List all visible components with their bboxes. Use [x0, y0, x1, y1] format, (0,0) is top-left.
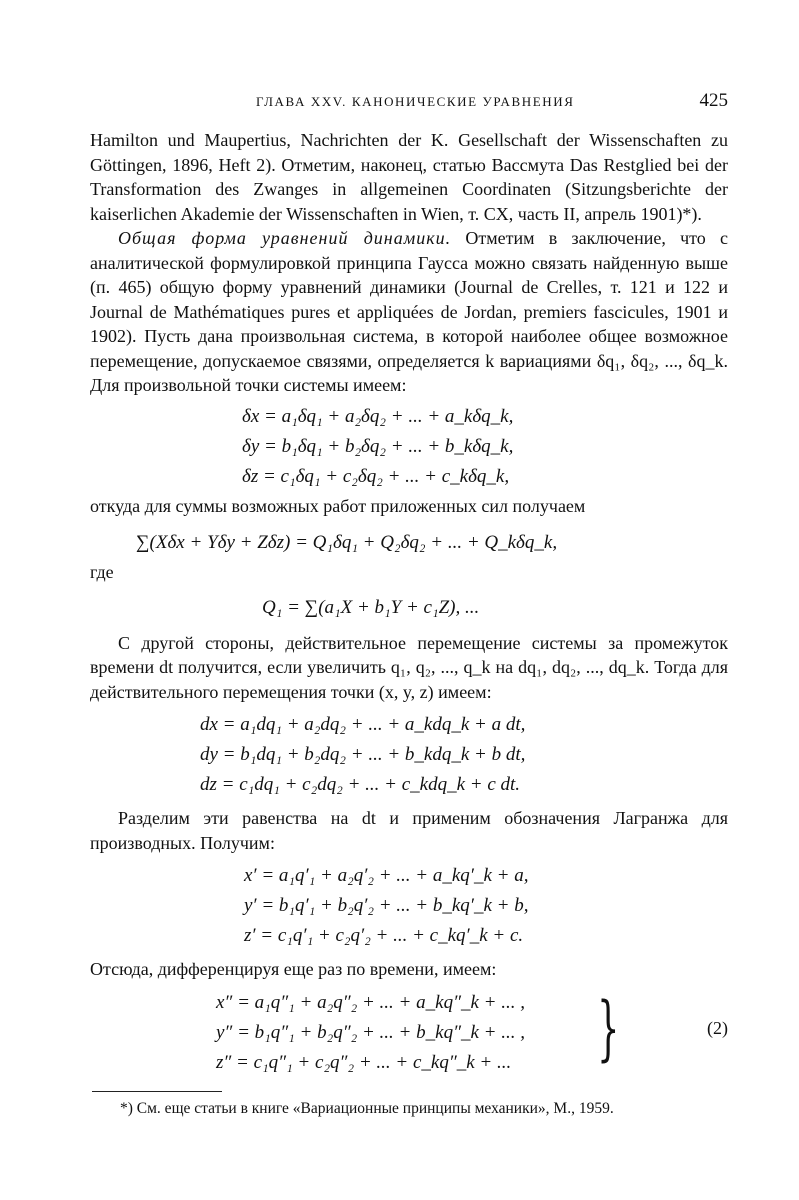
equation-y-double-prime: y″ = b₁q″₁ + b₂q″₂ + ... + b_kq″_k + ... ,	[216, 1021, 525, 1043]
paragraph-references: Hamilton und Maupertius, Nachrichten der K. Gesellschaft der Wissenschaften zu Göttingen, 1896, Heft 2). Отметим, наконец, статью Вассмута Das Restglied bei der Transformation des Zwanges in allgemeinen Coordinaten (Sitzungsberichte der kaiserlichen Akademie der Wissenschaften in Wien, т. CX, часть II, апрель 1901)*).	[90, 130, 728, 224]
section-heading: Общая форма уравнений динамики.	[118, 228, 452, 248]
paragraph-actual-displacement: С другой стороны, действительное перемещение системы за промежуток времени dt получится, если увеличить q₁, q₂, ..., q_k на dq₁, dq₂, ..., dq_k. Тогда для действительного перемещения точки (x, y, z) имеем:	[90, 632, 728, 702]
equation-y-prime: y′ = b₁q′₁ + b₂q′₂ + ... + b_kq′_k + b,	[244, 895, 529, 916]
equation-z-double-prime: z″ = c₁q″₁ + c₂q″₂ + ... + c_kq″_k + ...	[216, 1051, 512, 1073]
page-number: 425	[699, 90, 728, 111]
equation-virtual-work: ∑(Xδx + Yδy + Zδz) = Q₁δq₁ + Q₂δq₂ + ... + Q_kδq_k,	[136, 532, 558, 553]
acceleration-equations	[216, 988, 525, 1078]
displacement-equations	[90, 710, 728, 800]
equation-number: (2)	[707, 1017, 728, 1038]
equation-dz: dz = c₁dq₁ + c₂dq₂ + ... + c_kdq_k + c dt.	[200, 774, 521, 795]
page-body	[90, 128, 728, 1078]
equation-delta-x: δx = a₁δq₁ + a₂δq₂ + ... + a_kδq_k,	[242, 405, 514, 427]
paragraph-differentiate: Отсюда, дифференцируя еще раз по времени, имеем:	[90, 959, 497, 979]
paragraph-lagrange-notation: Разделим эти равенства на dt и применим обозначения Лагранжа для производных. Получим:	[90, 808, 728, 853]
equation-x-prime: x′ = a₁q′₁ + a₂q′₂ + ... + a_kq′_k + a,	[244, 865, 529, 886]
where-label: где	[90, 562, 114, 582]
equation-delta-z: δz = c₁δq₁ + c₂δq₂ + ... + c_kδq_k,	[242, 465, 510, 487]
paragraph-general-form	[90, 226, 728, 398]
velocity-equations	[90, 861, 728, 951]
equation-dy: dy = b₁dq₁ + b₂dq₂ + ... + b_kdq_k + b dt,	[200, 744, 526, 765]
equation-generalized-force: Q₁ = ∑(a₁X + b₁Y + c₁Z), ...	[262, 596, 480, 618]
paragraph-general-form-text: Отметим в заключение, что с аналитической формулировкой принципа Гаусса можно связать найденную выше (п. 465) общую форму уравнений динамики (Journal de Crelles, т. 121 и 122 и Journal de Mathématiques pures et appliquées de Jordan, premiers fascicules, 1901 и 1902). Пусть дана произвольная система, в которой наиболее общее возможное перемещение, допускаемое связями, определяется k вариациями δq₁, δq₂, ..., δq_k. Для произвольной точки системы имеем:	[90, 228, 728, 395]
equation-dx: dx = a₁dq₁ + a₂dq₂ + ... + a_kdq_k + a dt,	[200, 714, 526, 735]
running-title: ГЛАВА XXV. КАНОНИЧЕСКИЕ УРАВНЕНИЯ	[256, 94, 575, 109]
equation-z-prime: z′ = c₁q′₁ + c₂q′₂ + ... + c_kq′_k + c.	[244, 925, 524, 946]
paragraph-virtual-work: откуда для суммы возможных работ приложенных сил получаем	[90, 495, 586, 516]
acceleration-system	[90, 988, 728, 1078]
footnote: *) См. еще статьи в книге «Вариационные принципы механики», М., 1959.	[120, 1100, 614, 1117]
equation-x-double-prime: x″ = a₁q″₁ + a₂q″₂ + ... + a_kq″_k + ... ,	[216, 991, 525, 1013]
equation-delta-y: δy = b₁δq₁ + b₂δq₂ + ... + b_kδq_k,	[242, 435, 514, 457]
footnote-rule	[92, 1091, 222, 1092]
right-brace: }	[597, 986, 620, 1069]
page-header	[90, 90, 728, 118]
variations-equations	[90, 402, 728, 492]
